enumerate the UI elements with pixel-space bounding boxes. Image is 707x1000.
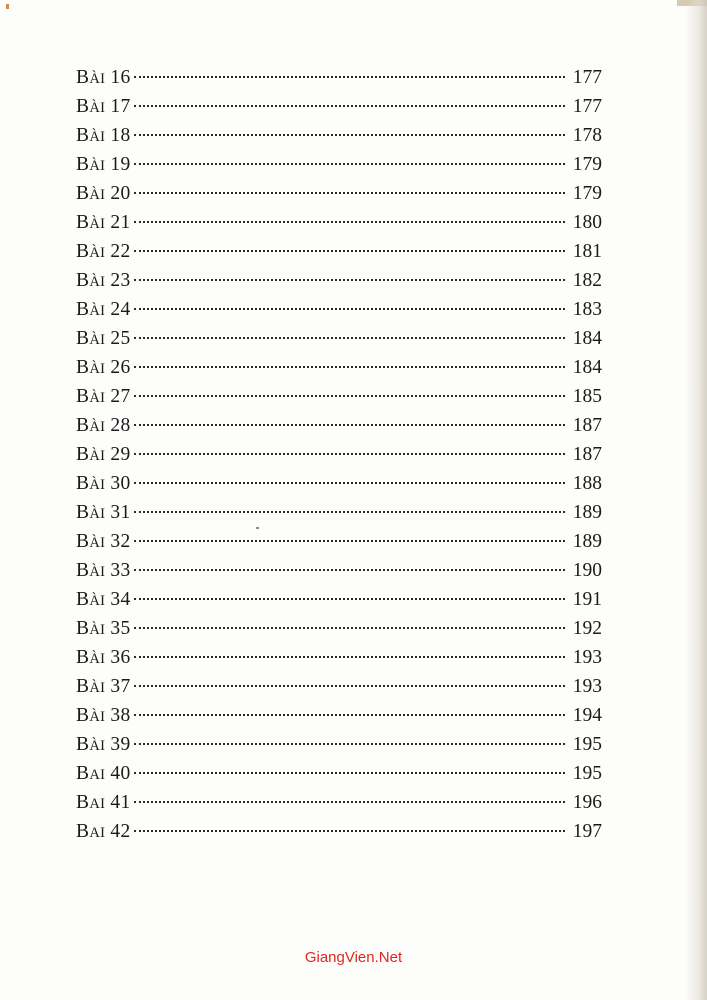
toc-entry	[76, 324, 602, 353]
toc-entry-number: 36	[110, 647, 131, 668]
toc-entry-prefix-small: ÀI	[89, 303, 106, 319]
toc-entry-number: 25	[110, 328, 131, 349]
toc-entry	[76, 643, 602, 672]
toc-entry-prefix-small: ÀI	[89, 709, 106, 725]
page-edge-shadow	[685, 0, 707, 1000]
toc-entry	[76, 614, 602, 643]
toc-entry-prefix-small: ÀI	[89, 158, 106, 174]
toc-entry-prefix: B	[76, 212, 90, 233]
toc-entry-page: 179	[572, 183, 602, 204]
toc-entry-page: 196	[572, 792, 602, 813]
toc-entry-label	[76, 730, 131, 761]
toc-entry-page: 177	[572, 96, 602, 117]
toc-entry-label	[76, 498, 131, 529]
toc-entry-label	[76, 208, 131, 239]
toc-entry-label	[76, 411, 131, 442]
toc-entry-prefix: B	[76, 357, 90, 378]
toc-entry-label	[76, 92, 131, 123]
toc-entry-prefix: B	[76, 792, 90, 813]
toc-entry-number: 39	[110, 734, 131, 755]
toc-entry-prefix-small: ÀI	[89, 332, 106, 348]
toc-entry	[76, 788, 602, 817]
toc-entry-prefix-small: ÀI	[89, 71, 106, 87]
toc-entry-label	[76, 788, 131, 819]
dot-leader	[134, 279, 565, 281]
toc-entry-label	[76, 295, 131, 326]
toc-entry-label	[76, 179, 131, 210]
toc-entry-page: 189	[572, 531, 602, 552]
toc-entry-prefix-small: ÀI	[89, 622, 106, 638]
toc-entry-page: 178	[572, 125, 602, 146]
toc-entry-label	[76, 817, 131, 848]
toc-entry-prefix: B	[76, 299, 90, 320]
dot-leader	[134, 366, 565, 368]
toc-entry	[76, 266, 602, 295]
toc-entry-prefix: B	[76, 154, 90, 175]
scan-mark	[6, 4, 9, 9]
toc-entry-prefix: B	[76, 705, 90, 726]
toc-entry-prefix-small: ÀI	[89, 187, 106, 203]
dot-leader	[134, 163, 565, 165]
toc-entry-number: 24	[110, 299, 131, 320]
dot-leader	[134, 569, 565, 571]
toc-entry-page: 195	[572, 763, 602, 784]
toc-entry-page: 197	[572, 821, 602, 842]
toc-entry-prefix: B	[76, 676, 90, 697]
dot-leader	[134, 656, 565, 658]
toc-entry-number: 28	[110, 415, 131, 436]
toc-entry	[76, 382, 602, 411]
toc-entry	[76, 121, 602, 150]
toc-entry-prefix: B	[76, 444, 90, 465]
dot-leader	[134, 482, 565, 484]
toc-entry-prefix-small: ÀI	[89, 274, 106, 290]
dot-leader	[134, 192, 565, 194]
toc-entry-number: 40	[110, 763, 131, 784]
toc-entry-prefix: B	[76, 270, 90, 291]
toc-entry-prefix-small: ÀI	[89, 216, 106, 232]
toc-entry-number: 37	[110, 676, 131, 697]
toc-entry-page: 192	[572, 618, 602, 639]
toc-entry-prefix: B	[76, 415, 90, 436]
toc-entry	[76, 469, 602, 498]
toc-entry-prefix-small: ÀI	[89, 129, 106, 145]
dot-leader	[134, 424, 565, 426]
toc-entry	[76, 92, 602, 121]
toc-entry-label	[76, 324, 131, 355]
toc-entry-prefix-small: ÀI	[89, 651, 106, 667]
toc-entry-prefix: B	[76, 647, 90, 668]
toc-entry	[76, 440, 602, 469]
toc-entry-prefix: B	[76, 67, 90, 88]
dot-leader	[134, 714, 565, 716]
toc-entry	[76, 63, 602, 92]
toc-entry-number: 35	[110, 618, 131, 639]
dot-leader	[134, 250, 565, 252]
toc-entry-number: 20	[110, 183, 131, 204]
toc-entry-number: 22	[110, 241, 131, 262]
toc-entry-label	[76, 237, 131, 268]
toc-entry-prefix: B	[76, 328, 90, 349]
toc-entry-number: 17	[110, 96, 131, 117]
toc-entry-prefix: B	[76, 386, 90, 407]
toc-entry-page: 191	[572, 589, 602, 610]
dot-leader	[134, 685, 565, 687]
toc-entry-prefix: B	[76, 241, 90, 262]
toc-entry	[76, 759, 602, 788]
toc-entry	[76, 237, 602, 266]
toc-entry-prefix: B	[76, 531, 90, 552]
toc-entry-page: 194	[572, 705, 602, 726]
toc-entry-number: 27	[110, 386, 131, 407]
toc-entry-number: 31	[110, 502, 131, 523]
toc-entry-page: 177	[572, 67, 602, 88]
toc-entry-label	[76, 585, 131, 616]
toc-entry-label	[76, 121, 131, 152]
toc-entry	[76, 817, 602, 846]
toc-entry-label	[76, 63, 131, 94]
toc-entry-number: 34	[110, 589, 131, 610]
toc-entry-prefix: B	[76, 821, 90, 842]
toc-entry	[76, 411, 602, 440]
toc-entry-prefix: B	[76, 618, 90, 639]
toc-entry-number: 33	[110, 560, 131, 581]
toc-entry-number: 32	[110, 531, 131, 552]
toc-entry	[76, 585, 602, 614]
dot-leader	[134, 76, 565, 78]
toc-entry-page: 181	[572, 241, 602, 262]
dot-leader	[134, 395, 565, 397]
dot-leader	[134, 337, 565, 339]
toc-entry-number: 19	[110, 154, 131, 175]
toc-entry-label	[76, 440, 131, 471]
toc-entry-prefix-small: ÀI	[89, 419, 106, 435]
toc-entry-label	[76, 556, 131, 587]
toc-entry-page: 189	[572, 502, 602, 523]
toc-entry	[76, 353, 602, 382]
toc-entry-prefix-small: ÀI	[89, 593, 106, 609]
toc-entry	[76, 556, 602, 585]
toc-entry-label	[76, 469, 131, 500]
toc-entry-page: 182	[572, 270, 602, 291]
toc-entry-label	[76, 266, 131, 297]
toc-entry-page: 184	[572, 357, 602, 378]
toc-entry-prefix: B	[76, 763, 90, 784]
toc-entry-prefix-small: ÀI	[89, 680, 106, 696]
toc-entry-prefix-small: ÀI	[89, 100, 106, 116]
toc-entry-prefix-small: ÀI	[89, 535, 106, 551]
toc-entry	[76, 672, 602, 701]
toc-entry-prefix-small: ÀI	[89, 506, 106, 522]
toc-entry-prefix-small: ÀI	[89, 477, 106, 493]
toc-entry-number: 29	[110, 444, 131, 465]
toc-entry-page: 184	[572, 328, 602, 349]
toc-entry-page: 195	[572, 734, 602, 755]
toc-entry-page: 183	[572, 299, 602, 320]
toc-entry-prefix-small: ÀI	[89, 390, 106, 406]
toc-entry-prefix: B	[76, 183, 90, 204]
dot-leader	[134, 221, 565, 223]
toc-entry	[76, 208, 602, 237]
dot-leader	[134, 453, 565, 455]
dot-leader	[134, 772, 565, 774]
toc-entry-page: 190	[572, 560, 602, 581]
toc-entry-number: 21	[110, 212, 131, 233]
toc-entry-number: 42	[110, 821, 131, 842]
toc-entry-prefix-small: ÀI	[89, 448, 106, 464]
toc-entry-prefix: B	[76, 734, 90, 755]
toc-entry-prefix-small: ÀI	[89, 738, 106, 754]
toc-entry-prefix-small: ÀI	[89, 564, 106, 580]
footer-watermark: GiangVien.Net	[304, 949, 403, 966]
dot-leader	[134, 308, 565, 310]
table-of-contents	[76, 63, 602, 846]
toc-entry-prefix-small: ÀI	[89, 361, 106, 377]
toc-entry-label	[76, 382, 131, 413]
toc-entry-number: 23	[110, 270, 131, 291]
toc-entry-number: 16	[110, 67, 131, 88]
toc-entry-page: 188	[572, 473, 602, 494]
toc-entry-page: 187	[572, 415, 602, 436]
toc-entry	[76, 179, 602, 208]
dot-leader	[134, 105, 565, 107]
dot-leader	[134, 743, 565, 745]
toc-entry-prefix: B	[76, 125, 90, 146]
toc-entry-label	[76, 527, 131, 558]
toc-entry-page: 187	[572, 444, 602, 465]
toc-entry-page: 179	[572, 154, 602, 175]
toc-entry-prefix-small: ÀI	[89, 245, 106, 261]
toc-entry-number: 41	[110, 792, 131, 813]
dot-leader	[134, 830, 565, 832]
toc-entry-prefix: B	[76, 502, 90, 523]
toc-entry-page: 193	[572, 647, 602, 668]
toc-entry-page: 193	[572, 676, 602, 697]
toc-entry-page: 185	[572, 386, 602, 407]
dot-leader	[134, 627, 565, 629]
toc-entry-page: 180	[572, 212, 602, 233]
toc-entry-number: 38	[110, 705, 131, 726]
toc-entry-prefix: B	[76, 473, 90, 494]
toc-entry-label	[76, 701, 131, 732]
dot-leader	[134, 801, 565, 803]
dot-leader	[134, 134, 565, 136]
toc-entry-number: 18	[110, 125, 131, 146]
toc-entry-prefix: B	[76, 560, 90, 581]
toc-entry-label	[76, 150, 131, 181]
toc-entry-label	[76, 672, 131, 703]
toc-entry	[76, 730, 602, 759]
toc-entry-label	[76, 353, 131, 384]
toc-entry-label	[76, 759, 131, 790]
toc-entry-prefix: B	[76, 589, 90, 610]
toc-entry-number: 30	[110, 473, 131, 494]
dot-leader	[134, 598, 565, 600]
toc-entry	[76, 527, 602, 556]
toc-entry	[76, 150, 602, 179]
toc-entry	[76, 295, 602, 324]
toc-entry-label	[76, 643, 131, 674]
dot-leader	[134, 540, 565, 542]
toc-entry-label	[76, 614, 131, 645]
toc-entry-prefix-small: AI	[89, 796, 106, 812]
toc-entry-prefix: B	[76, 96, 90, 117]
toc-entry-number: 26	[110, 357, 131, 378]
dot-leader	[134, 511, 565, 513]
toc-entry	[76, 498, 602, 527]
toc-entry-prefix-small: AI	[89, 825, 106, 841]
toc-entry-prefix-small: AI	[89, 767, 106, 783]
toc-entry	[76, 701, 602, 730]
